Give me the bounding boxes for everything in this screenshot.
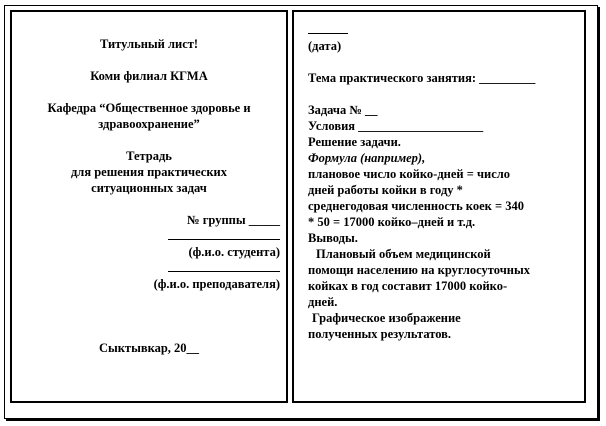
conclusions-heading: Выводы. (308, 231, 358, 245)
calc-line-2: дней работы койки в году * (308, 183, 463, 197)
conclusion-line-3: койках в год составит 17000 койко- (308, 279, 508, 293)
calc-line-1: плановое число койко-дней = число (308, 167, 511, 181)
task-number: Задача № __ (308, 103, 378, 117)
group-number: № группы _____ (187, 213, 280, 227)
calc-line-3: среднегодовая численность коек = 340 (308, 199, 524, 213)
student-signature-line (12, 228, 286, 244)
notebook-line-3: ситуационных задач (91, 181, 207, 195)
notebook-line-2: для решения практических (70, 165, 228, 179)
notebook-line-1: Тетрадь (126, 149, 172, 163)
branch-name: Коми филиал КГМА (90, 69, 208, 83)
topic-line: Тема практического занятия: _________ (308, 71, 536, 85)
calc-line-4: * 50 = 17000 койко–дней и т.д. (308, 215, 476, 229)
title-text: Титульный лист! (99, 37, 199, 51)
student-name-label: (ф.и.о. студента) (188, 245, 280, 259)
task-panel (292, 10, 586, 403)
graph-line-1: Графическое изображение (312, 311, 461, 325)
task-conditions: Условия ____________________ (308, 119, 484, 133)
department-line-2: здравоохранение” (98, 117, 200, 131)
city-year: Сыктывкар, 20__ (98, 341, 200, 355)
graph-line-2: полученных результатов. (308, 327, 452, 341)
department-line-1: Кафедра “Общественное здоровье и (47, 101, 251, 115)
title-page-panel (10, 10, 288, 403)
teacher-signature-line (12, 260, 286, 276)
formula-label: Формула (например), (308, 151, 426, 165)
conclusion-line-1: Плановый объем медицинской (316, 247, 491, 261)
date-line (308, 22, 578, 38)
solution-heading: Решение задачи. (308, 135, 401, 149)
teacher-name-label: (ф.и.о. преподавателя) (153, 277, 280, 291)
conclusion-line-4: дней. (308, 295, 338, 309)
date-label: (дата) (308, 39, 342, 53)
conclusion-line-2: помощи населению на круглосуточных (308, 263, 530, 277)
